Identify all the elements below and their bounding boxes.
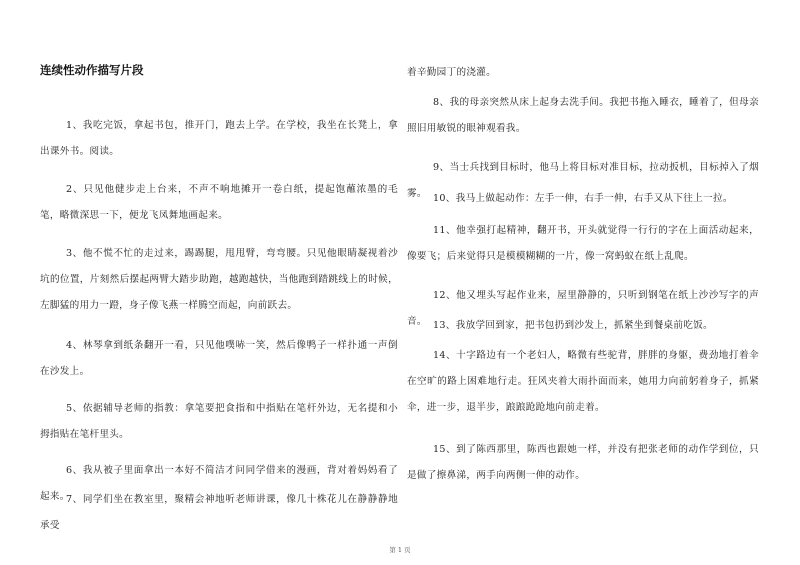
paragraph-7: 7、同学们坐在教室里，聚精会神地听老师讲课，像几十株花儿在静静静地承受: [40, 494, 398, 531]
paragraph-14: 14、十字路边有一个老妇人，略微有些驼背，胖胖的身躯，费劲地打着伞在空旷的路上困难地行走。狂风夹着大雨扑面而来，她用力向前躬着身子，抓紧伞，进一步，退半步，踉踉跄跄地向前走着。: [407, 350, 759, 413]
paragraph-7-continued: 着辛勤园丁的浇灌。: [407, 67, 497, 78]
paragraph-10: 10、我马上做起动作：左手一伸，右手一伸，右手又从下往上一拉。: [433, 193, 733, 204]
paragraph-9: 9、当士兵找到目标时，他马上将目标对准目标，拉动扳机，目标掉入了烟雾。: [407, 162, 759, 199]
paragraph-8: 8、我的母亲突然从床上起身去洗手间。我把书拖入睡衣，睡着了，但母亲照旧用敏锐的眼神观看我。: [407, 97, 759, 134]
paragraph-11: 11、他幸强打起精神，翻开书，开头就觉得一行行的字在上面活动起来，像要飞；后来觉得只是模模糊糊的一片，像一窝蚂蚁在纸上乱爬。: [407, 225, 759, 262]
paragraph-13: 13、我放学回到家，把书包扔到沙发上，抓紧坐到餐桌前吃饭。: [433, 320, 713, 331]
paragraph-12: 12、他又埋头写起作业来，屋里静静的，只听到钢笔在纸上沙沙写字的声音。: [407, 290, 759, 327]
paragraph-2: 2、只见他健步走上台来，不声不响地摊开一卷白纸，提起饱蘸浓墨的毛笔，略微深思一下，便龙飞凤舞地画起来。: [40, 184, 398, 221]
paragraph-3: 3、他不慌不忙的走过来，踢踢腿，甩甩臂，弯弯腰。只见他眼睛凝视着沙坑的位置，片刻然后摆起两臂大踏步助跑，越跑越快，当他跑到踏跳线上的时候，左脚猛的用力一蹬，身子像飞燕一样腾空而起，向前跃去。: [40, 248, 398, 311]
paragraph-15: 15、到了陈西那里，陈西也跟她一样，并没有把张老师的动作学到位，只是做了擦鼻涕，两手向两侧一伸的动作。: [407, 444, 759, 481]
paragraph-6: 6、我从被子里面拿出一本好不简洁才问同学借来的漫画，背对着妈妈看了起来。: [40, 465, 398, 502]
paragraph-1: 1、我吃完饭，拿起书包，推开门，跑去上学。在学校，我坐在长凳上，拿出课外书。阅读。: [40, 120, 398, 157]
paragraph-4: 4、林琴拿到纸条翻开一看，只见他噗哧一笑，然后像鸭子一样扑通一声倒在沙发上。: [40, 340, 398, 377]
page-title: 连续性动作描写片段: [40, 63, 144, 77]
paragraph-5: 5、依据辅导老师的指教：拿笔要把食指和中指贴在笔杆外边，无名提和小拇指贴在笔杆里头。: [40, 403, 398, 440]
page-number: 第 1 页: [389, 546, 411, 554]
